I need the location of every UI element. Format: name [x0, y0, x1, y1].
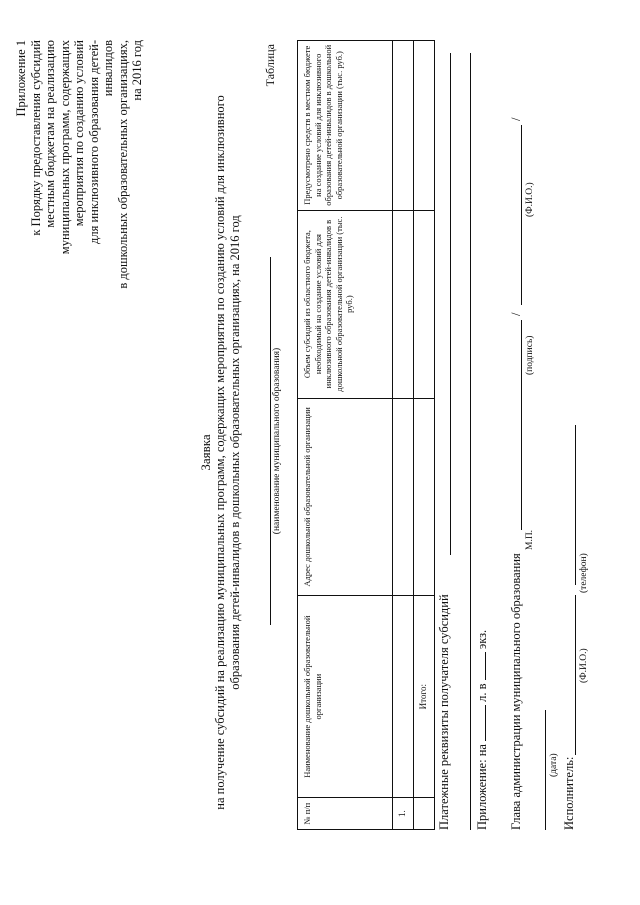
appendix-line: на 2016 год: [130, 40, 144, 101]
executor-fio-line[interactable]: [575, 595, 576, 755]
attachment-pages-field[interactable]: [474, 705, 486, 741]
table-cell-number: 1.: [393, 798, 414, 830]
header-regional-subsidy: Объем субсидий из областного бюджета, необходимый на создание условий для инклюзивного образования детей-инвалидов в дошкольной образовательной организации (тыс. руб.): [298, 210, 393, 398]
table-caption: Таблица: [263, 44, 277, 87]
table-cell[interactable]: [393, 41, 414, 211]
attachment-copies-field[interactable]: [474, 652, 486, 680]
header-organization-name: Наименование дошкольной образовательной организации: [298, 596, 393, 798]
appendix-line: к Порядку предоставления субсидий: [28, 40, 43, 236]
table-cell[interactable]: [393, 596, 414, 798]
table-cell[interactable]: [393, 210, 414, 398]
date-line[interactable]: [545, 710, 546, 830]
document-subtitle: на получение субсидий на реализацию муниципальных программ, содержащих мероприятия по созданию условий для инклюзивного образования детей-инвалидов в дошкольных образовательных организациях, на 2016 год: [213, 95, 242, 810]
attachment-line: [474, 630, 490, 830]
table-cell[interactable]: [414, 210, 435, 398]
table-header-row: [298, 41, 393, 830]
municipality-name-line[interactable]: [270, 257, 271, 625]
payment-requisites-line-2[interactable]: [470, 53, 471, 830]
header-local-funds: Предусмотрено средств в местном бюджете на создание условий для инклюзивного образования детей-инвалидов в дошкольной образовательной организации (тыс. руб.): [298, 41, 393, 211]
header-organization-address: Адрес дошкольной образовательной организации: [298, 398, 393, 595]
appendix-line: мероприятия по созданию условий: [72, 40, 86, 227]
appendix-header: [14, 40, 145, 290]
slash-separator: /: [509, 117, 523, 121]
table-row: [393, 41, 414, 830]
slash-separator: /: [509, 312, 523, 316]
date-caption: (дата): [549, 753, 559, 777]
appendix-line: для инклюзивного образования детей-инвалидов: [86, 40, 115, 244]
head-fio-caption: (Ф.И.О.): [525, 182, 535, 217]
table-cell[interactable]: [414, 398, 435, 595]
head-label: Глава администрации муниципального образования: [509, 553, 523, 830]
phone-caption: (телефон): [579, 553, 589, 593]
executor-phone-line[interactable]: [575, 425, 576, 585]
attachment-suffix: экз.: [475, 629, 489, 650]
header-number: № п/п: [298, 798, 393, 830]
appendix-line: муниципальных программ, содержащих: [57, 40, 72, 255]
signature-caption: (подпись): [525, 335, 535, 375]
municipality-name-caption: (наименование муниципального образования): [272, 347, 282, 535]
appendix-line: в дошкольных образовательных организациях,: [115, 40, 130, 289]
table-cell[interactable]: [393, 398, 414, 595]
executor-fio-caption: (Ф.И.О.): [579, 648, 589, 683]
document-title: Заявка: [198, 434, 213, 471]
total-label: Итого:: [414, 596, 435, 798]
appendix-line: Приложение 1: [14, 40, 28, 117]
signature-line[interactable]: [521, 320, 522, 530]
head-fio-line[interactable]: [521, 125, 522, 305]
mp-label: М.П.: [525, 529, 535, 550]
subsidy-table: [297, 40, 435, 830]
table-cell: [414, 798, 435, 830]
payment-requisites-label: Платежные реквизиты получателя субсидий: [437, 594, 451, 830]
attachment-prefix: Приложение: на: [475, 744, 489, 830]
executor-label: Исполнитель:: [562, 756, 576, 830]
payment-requisites-line[interactable]: [450, 53, 451, 555]
appendix-line: местным бюджетам на реализацию: [43, 40, 57, 228]
table-cell[interactable]: [414, 41, 435, 211]
table-total-row: [414, 41, 435, 830]
attachment-l-label: л. в: [475, 683, 489, 702]
